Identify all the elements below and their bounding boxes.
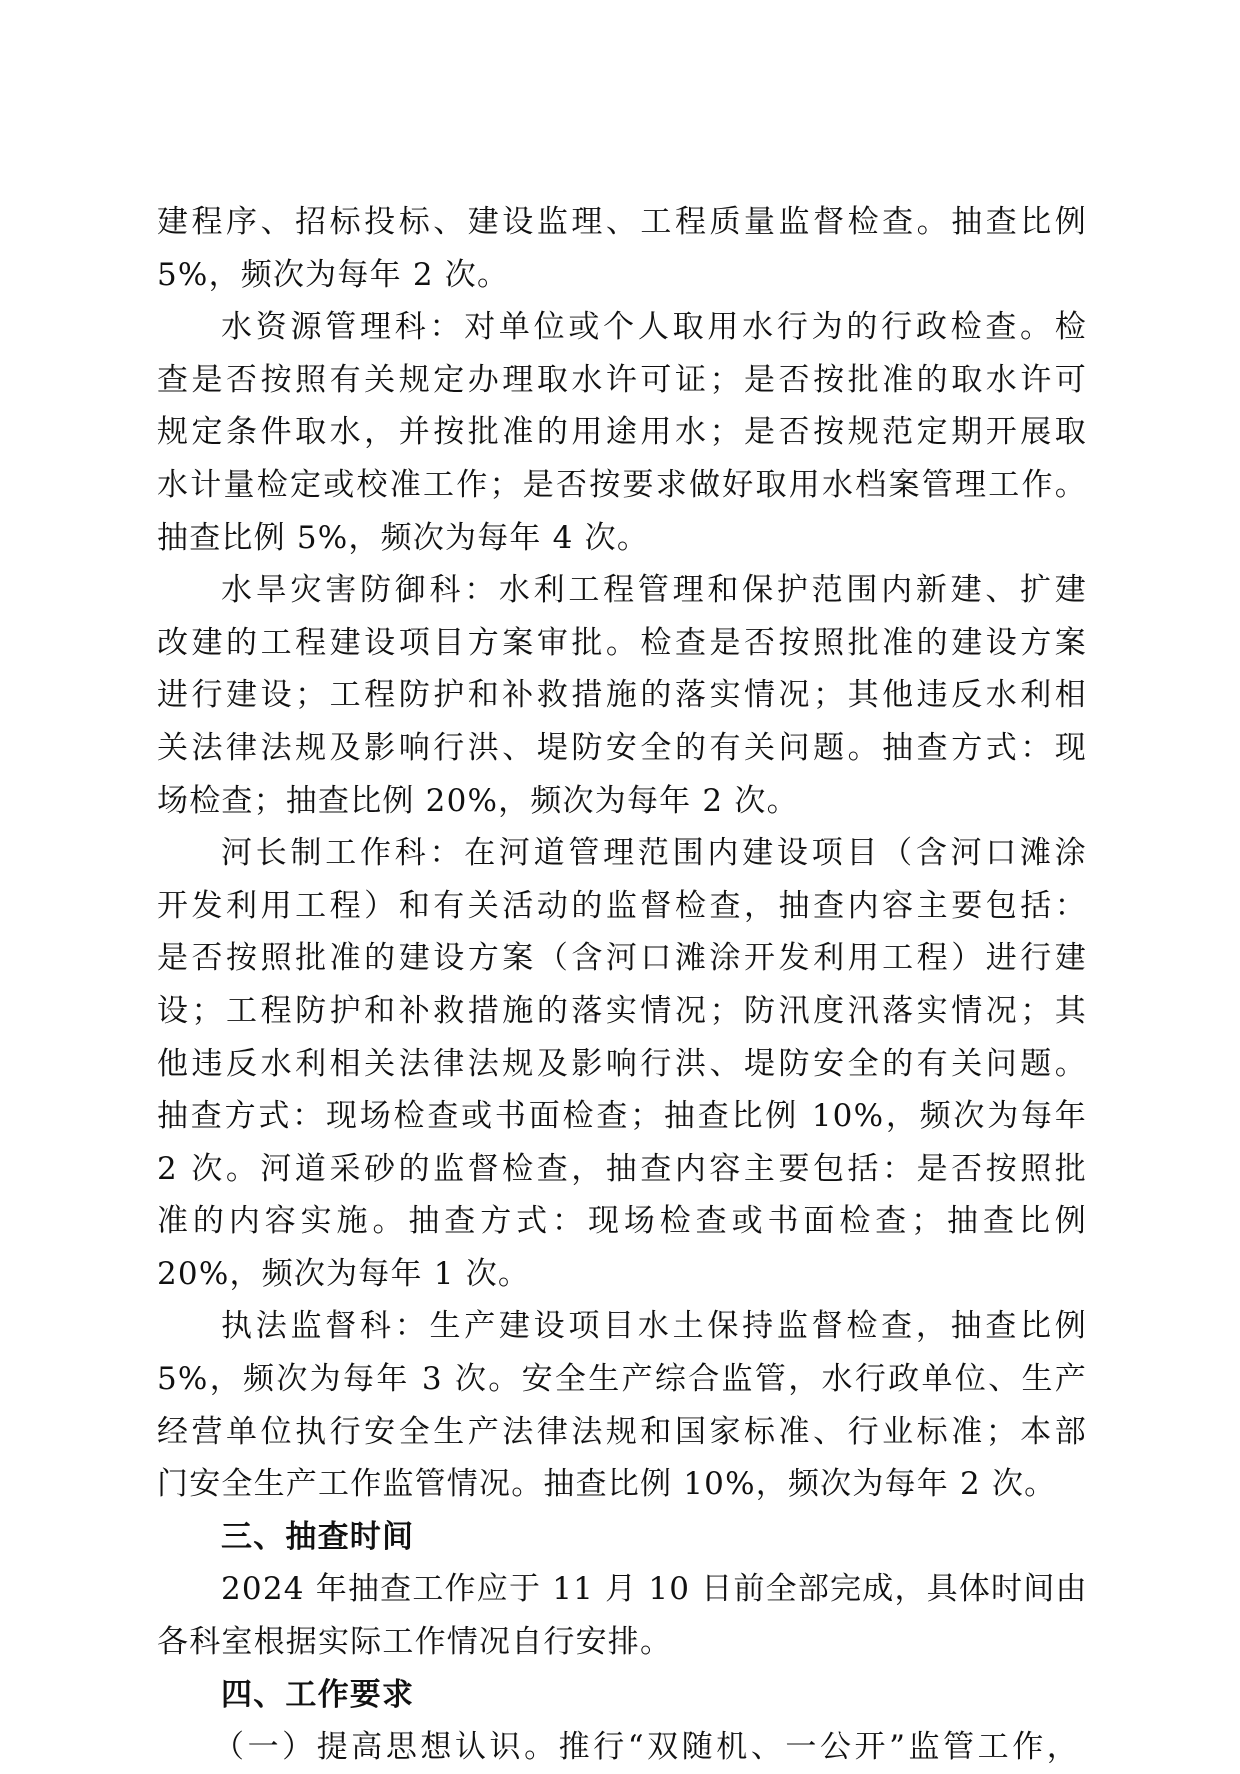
text-line: 抽查方式：现场检查或书面检查；抽查比例 10%，频次为每年: [157, 1098, 1087, 1135]
paragraph-start-line: （一）提高思想认识。推行“双随机、一公开”监管工作，: [213, 1729, 1079, 1766]
text-line: 查是否按照有关规定办理取水许可证；是否按批准的取水许可: [157, 361, 1087, 398]
text-line: 进行建设；工程防护和补救措施的落实情况；其他违反水利相: [157, 677, 1087, 714]
text-line: 抽查比例 5%，频次为每年 4 次。: [157, 519, 650, 556]
text-line: 各科室根据实际工作情况自行安排。: [157, 1624, 673, 1661]
text-line: 门安全生产工作监管情况。抽查比例 10%，频次为每年 2 次。: [157, 1466, 1057, 1503]
text-line: 开发利用工程）和有关活动的监督检查，抽查内容主要包括：: [157, 887, 1087, 924]
text-line: 设；工程防护和补救措施的落实情况；防汛度汛落实情况；其: [157, 992, 1087, 1029]
text-line: 是否按照批准的建设方案（含河口滩涂开发利用工程）进行建: [157, 940, 1087, 977]
document-body: [157, 196, 1087, 1774]
text-line: 他违反水利相关法律法规及影响行洪、堤防安全的有关问题。: [157, 1045, 1087, 1082]
text-line: 2 次。河道采砂的监督检查，抽查内容主要包括：是否按照批: [157, 1150, 1087, 1187]
paragraph-start-line: 执法监督科：生产建设项目水土保持监督检查，抽查比例: [221, 1308, 1087, 1345]
paragraph-start-line: 河长制工作科：在河道管理范围内建设项目（含河口滩涂: [221, 835, 1087, 872]
text-line: 5%，频次为每年 3 次。安全生产综合监管，水行政单位、生产: [157, 1361, 1087, 1398]
text-line: 经营单位执行安全生产法律法规和国家标准、行业标准；本部: [157, 1413, 1087, 1450]
text-line: 建程序、招标投标、建设监理、工程质量监督检查。抽查比例: [157, 204, 1087, 240]
text-line: 20%，频次为每年 1 次。: [157, 1255, 531, 1292]
section-heading: 三、抽查时间: [221, 1518, 415, 1555]
text-line: 关法律法规及影响行洪、堤防安全的有关问题。抽查方式：现: [157, 729, 1087, 766]
paragraph-start-line: 水旱灾害防御科：水利工程管理和保护范围内新建、扩建: [221, 572, 1087, 609]
paragraph-start-line: 2024 年抽查工作应于 11 月 10 日前全部完成，具体时间由: [221, 1571, 1088, 1608]
text-line: 规定条件取水，并按批准的用途用水；是否按规范定期开展取: [157, 414, 1087, 451]
text-line: 场检查；抽查比例 20%，频次为每年 2 次。: [157, 782, 799, 819]
text-line: 改建的工程建设项目方案审批。检查是否按照批准的建设方案: [157, 624, 1087, 661]
section-heading: 四、工作要求: [221, 1676, 415, 1713]
text-line: 5%，频次为每年 2 次。: [157, 256, 510, 293]
text-line: 水计量检定或校准工作；是否按要求做好取用水档案管理工作。: [157, 466, 1087, 503]
paragraph-start-line: 水资源管理科：对单位或个人取用水行为的行政检查。检: [221, 309, 1087, 346]
text-line: 准的内容实施。抽查方式：现场检查或书面检查；抽查比例: [157, 1203, 1087, 1240]
